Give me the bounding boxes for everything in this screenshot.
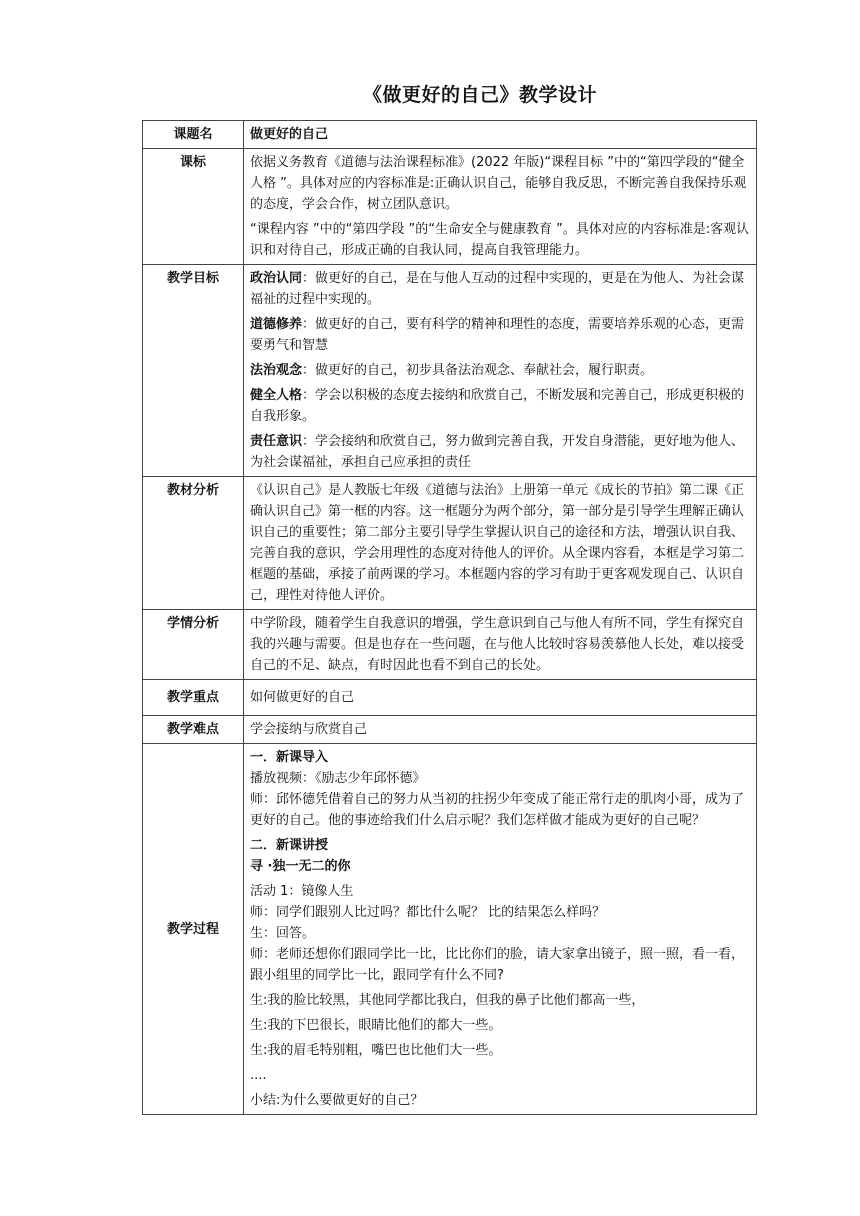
focus-text: 如何做更好的自己 — [244, 680, 757, 716]
row-label: 教学过程 — [143, 744, 244, 1115]
process-line: .... — [250, 1068, 267, 1083]
process-cell — [244, 744, 757, 1115]
goal-key: 道德修养 — [250, 317, 303, 332]
goals-cell — [244, 265, 757, 477]
process-line: 播放视频：《励志少年邱怀德》 — [250, 771, 426, 786]
standard-paragraph: “课程内容 ”中的“第四学段 ”的“生命安全与健康教育 ”。具体对应的内容标准是:客观认识和对待自己，形成正确的自我认同，提高自我管理能力。 — [250, 222, 750, 258]
goal-value: ：学会接纳和欣赏自己，努力做到完善自我，开发自身潜能，更好地为他人、为社会谋福祉，承担自己应承担的责任 — [250, 434, 745, 470]
goal-key: 政治认同 — [250, 271, 303, 286]
table-row-course — [143, 121, 757, 149]
standard-paragraph: 依据义务教育《道德与法治课程标准》(2022 年版)“课程目标 ”中的“第四学段的“健全人格 ”。具体对应的内容标准是:正确认识自己，能够自我反思，不断完善自我保持乐观的态度，学会合作，树立团队意识。 — [250, 155, 747, 212]
table-row-focus — [143, 680, 757, 716]
row-label: 教学难点 — [143, 716, 244, 744]
goal-key: 健全人格 — [250, 388, 303, 403]
goal-item — [250, 268, 750, 310]
goal-key: 责任意识 — [250, 434, 303, 449]
table-row-standard — [143, 149, 757, 265]
process-line: 小结:为什么要做更好的自己？ — [250, 1093, 424, 1108]
document-title: 《做更好的自己》教学设计 — [362, 84, 597, 106]
goal-value: ：做更好的自己，是在与他人互动的过程中实现的，更是在为他人、为社会谋福祉的过程中实现的。 — [250, 271, 745, 307]
lesson-plan-table — [142, 120, 757, 1115]
difficulty-text: 学会接纳与欣赏自己 — [244, 716, 757, 744]
table-row-material — [143, 477, 757, 610]
row-label: 教学目标 — [143, 265, 244, 477]
process-line: 生:我的眉毛特别粗，嘴巴也比他们大一些。 — [250, 1043, 502, 1058]
goal-item — [250, 431, 750, 473]
process-line: 活动 1：镜像人生 — [250, 884, 354, 899]
row-label: 课题名 — [143, 121, 244, 149]
table-row-process — [143, 744, 757, 1115]
process-line: 师：老师还想你们跟同学比一比，比比你们的脸，请大家拿出镜子，照一照，看一看，跟小组里的同学比一比，跟同学有什么不同? — [250, 947, 745, 983]
goal-value: ：做更好的自己，要有科学的精神和理性的态度，需要培养乐观的心态，更需要勇气和智慧 — [250, 317, 745, 353]
goal-item — [250, 314, 750, 356]
process-line: 师：同学们跟别人比过吗？都比什么呢？ 比的结果怎么样吗？ — [250, 905, 606, 920]
row-label: 学情分析 — [143, 610, 244, 680]
row-label: 课标 — [143, 149, 244, 265]
table-row-students — [143, 610, 757, 680]
goal-value: ：学会以积极的态度去接纳和欣赏自己，不断发展和完善自己，形成更积极的自我形象。 — [250, 388, 745, 424]
process-line: 生:我的下巴很长，眼睛比他们的都大一些。 — [250, 1018, 502, 1033]
process-line: 寻 ·独一无二的你 — [250, 859, 351, 874]
course-name: 做更好的自己 — [244, 121, 757, 149]
table-row-difficulty — [143, 716, 757, 744]
material-text: 《认识自己》是人教版七年级《道德与法治》上册第一单元《成长的节拍》第二课《正确认识自己》第一框的内容。这一框题分为两个部分，第一部分是引导学生理解正确认识自己的重要性；第二部分主要引导学生掌握认识自己的途径和方法，增强认识自我、完善自我的意识，学会用理性的态度对待他人的评价。从全课内容看，本框是学习第二框题的基础，承接了前两课的学习。本框题内容的学习有助于更客观发现自己、认识自己，理性对待他人评价。 — [244, 477, 757, 610]
goal-item — [250, 360, 750, 381]
row-label: 教学重点 — [143, 680, 244, 716]
goal-item — [250, 385, 750, 427]
process-line: 生:我的脸比较黑，其他同学都比我白，但我的鼻子比他们都高一些， — [250, 993, 645, 1008]
process-line: 二．新课讲授 — [250, 838, 329, 853]
goal-value: ：做更好的自己，初步具备法治观念、奉献社会，履行职责。 — [302, 363, 654, 378]
process-line: 生：回答。 — [250, 926, 316, 941]
students-text: 中学阶段，随着学生自我意识的增强，学生意识到自己与他人有所不同，学生有探究自我的兴趣与需要。但是也存在一些问题，在与他人比较时容易羡慕他人长处，难以接受自己的不足、缺点，有时因此也看不到自己的长处。 — [244, 610, 757, 680]
standard-cell — [244, 149, 757, 265]
process-line: 师：邱怀德凭借着自己的努力从当初的拄拐少年变成了能正常行走的肌肉小哥，成为了更好的自己。他的事迹给我们什么启示呢？我们怎样做才能成为更好的自己呢？ — [250, 792, 745, 828]
row-label: 教材分析 — [143, 477, 244, 610]
process-line: 一．新课导入 — [250, 750, 329, 765]
goal-key: 法治观念 — [250, 363, 303, 378]
table-row-goals — [143, 265, 757, 477]
